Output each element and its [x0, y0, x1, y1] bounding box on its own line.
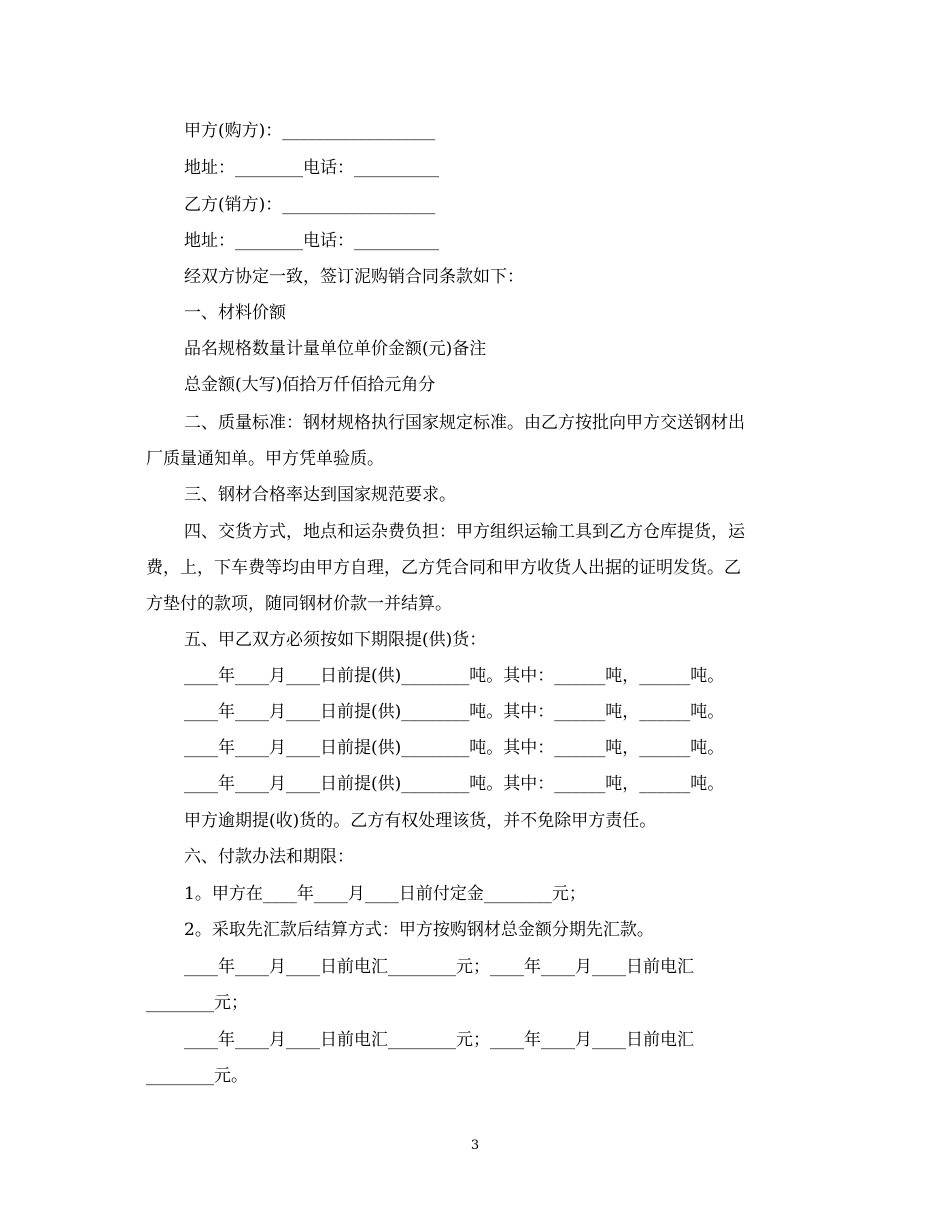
party-b-address-line: 地址：________电话：__________ — [184, 231, 439, 251]
wire-transfer-row-1: ____年____月____日前电汇________元；____年____月____日前电汇 — [184, 957, 694, 977]
wire-transfer-row-1-cont: ________元； — [146, 993, 248, 1013]
party-a-line: 甲方(购方)：__________________ — [184, 121, 436, 141]
material-columns-line: 品名规格数量计量单位单价金额(元)备注 — [184, 339, 487, 359]
delivery-schedule-row: ____年____月____日前提(供)________吨。其中：______吨，______吨。 — [184, 702, 725, 722]
delivery-schedule-row: ____年____月____日前提(供)________吨。其中：______吨，______吨。 — [184, 774, 725, 794]
section-1-heading: 一、材料价额 — [184, 303, 286, 323]
section-2-line-1: 二、质量标准：钢材规格执行国家规定标准。由乙方按批向甲方交送钢材出 — [184, 413, 745, 433]
section-5-heading: 五、甲乙双方必须按如下期限提(供)货： — [184, 630, 487, 650]
party-b-line: 乙方(销方)：__________________ — [184, 195, 436, 215]
wire-transfer-row-2: ____年____月____日前电汇________元；____年____月____日前电汇 — [184, 1030, 694, 1050]
delivery-schedule-row: ____年____月____日前提(供)________吨。其中：______吨，______吨。 — [184, 666, 725, 686]
delivery-schedule-row: ____年____月____日前提(供)________吨。其中：______吨，______吨。 — [184, 738, 725, 758]
wire-transfer-row-2-cont: ________元。 — [146, 1066, 248, 1086]
section-4-line-2: 费，上，下车费等均由甲方自理，乙方凭合同和甲方收货人出据的证明发货。乙 — [146, 558, 741, 578]
section-3-line: 三、钢材合格率达到国家规范要求。 — [184, 485, 456, 505]
section-6-heading: 六、付款办法和期限： — [184, 847, 354, 867]
intro-paragraph: 经双方协定一致，签订泥购销合同条款如下： — [184, 267, 524, 287]
total-amount-line: 总金额(大写)佰拾万仟佰拾元角分 — [184, 375, 436, 395]
section-2-line-2: 厂质量通知单。甲方凭单验质。 — [146, 449, 384, 469]
section-4-line-1: 四、交货方式，地点和运杂费负担：甲方组织运输工具到乙方仓库提货，运 — [184, 522, 745, 542]
payment-item-1: 1。甲方在____年____月____日前付定金________元； — [184, 884, 586, 904]
late-pickup-clause: 甲方逾期提(收)货的。乙方有权处理该货，并不免除甲方责任。 — [184, 811, 657, 831]
party-a-address-line: 地址：________电话：__________ — [184, 158, 439, 178]
page-number: 3 — [470, 1138, 480, 1153]
section-4-line-3: 方垫付的款项，随同钢材价款一并结算。 — [146, 594, 452, 614]
payment-item-2: 2。采取先汇款后结算方式：甲方按购钢材总金额分期先汇款。 — [184, 920, 654, 940]
